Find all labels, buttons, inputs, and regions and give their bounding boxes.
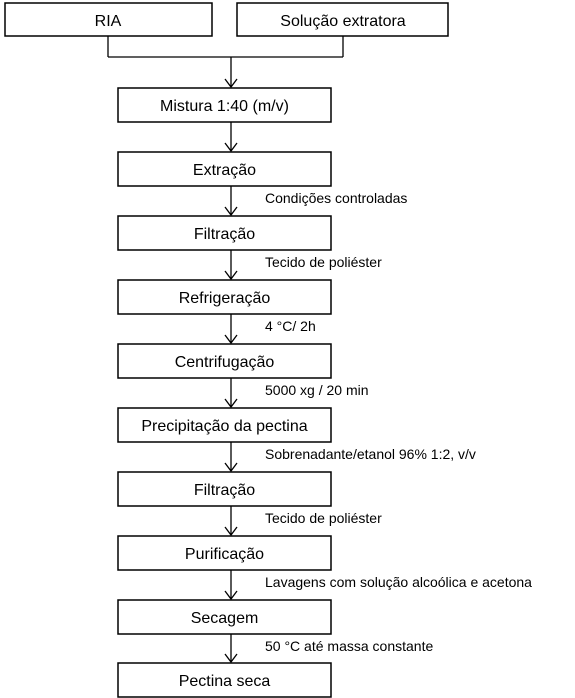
step-note: Tecido de poliéster	[265, 254, 382, 270]
step-label: Centrifugação	[174, 354, 275, 371]
arrow	[225, 122, 237, 151]
step-note: Condições controladas	[265, 190, 408, 206]
step-box	[118, 152, 331, 186]
step-box	[118, 344, 331, 378]
step-label: Refrigeração	[178, 290, 271, 307]
arrow	[225, 506, 237, 535]
step-box	[118, 408, 331, 442]
arrow	[225, 442, 237, 471]
step-label: Extração	[192, 162, 257, 179]
arrow	[225, 570, 237, 599]
arrow	[225, 634, 237, 662]
arrow	[225, 250, 237, 279]
step-label: Pectina seca	[178, 673, 271, 690]
step-label: Filtração	[193, 482, 256, 499]
arrow	[225, 314, 237, 343]
step-note: Tecido de poliéster	[265, 510, 382, 526]
step-box	[118, 600, 331, 634]
step-label: Precipitação da pectina	[141, 418, 308, 435]
input-label-ria: RIA	[94, 13, 122, 30]
step-note: Lavagens com solução alcoólica e acetona	[265, 574, 532, 590]
step-box	[118, 663, 331, 697]
merge-connector	[108, 36, 343, 57]
step-box	[118, 536, 331, 570]
step-box	[118, 472, 331, 506]
step-note: 5000 xg / 20 min	[265, 382, 369, 398]
step-box	[118, 88, 331, 122]
step-box	[118, 280, 331, 314]
step-note: 50 °C até massa constante	[265, 638, 434, 654]
step-note: 4 °C/ 2h	[265, 318, 316, 334]
arrow	[225, 378, 237, 407]
arrow	[225, 57, 237, 87]
arrow	[225, 186, 237, 215]
input-label-solucao-extratora: Solução extratora	[280, 13, 406, 30]
input-box-ria	[5, 3, 212, 36]
step-note: Sobrenadante/etanol 96% 1:2, v/v	[265, 446, 476, 462]
input-box-solucao-extratora	[237, 3, 448, 36]
step-label: Purificação	[184, 546, 265, 563]
step-label: Secagem	[190, 610, 259, 627]
step-box	[118, 216, 331, 250]
step-label: Filtração	[193, 226, 256, 243]
step-label: Mistura 1:40 (m/v)	[160, 98, 289, 115]
